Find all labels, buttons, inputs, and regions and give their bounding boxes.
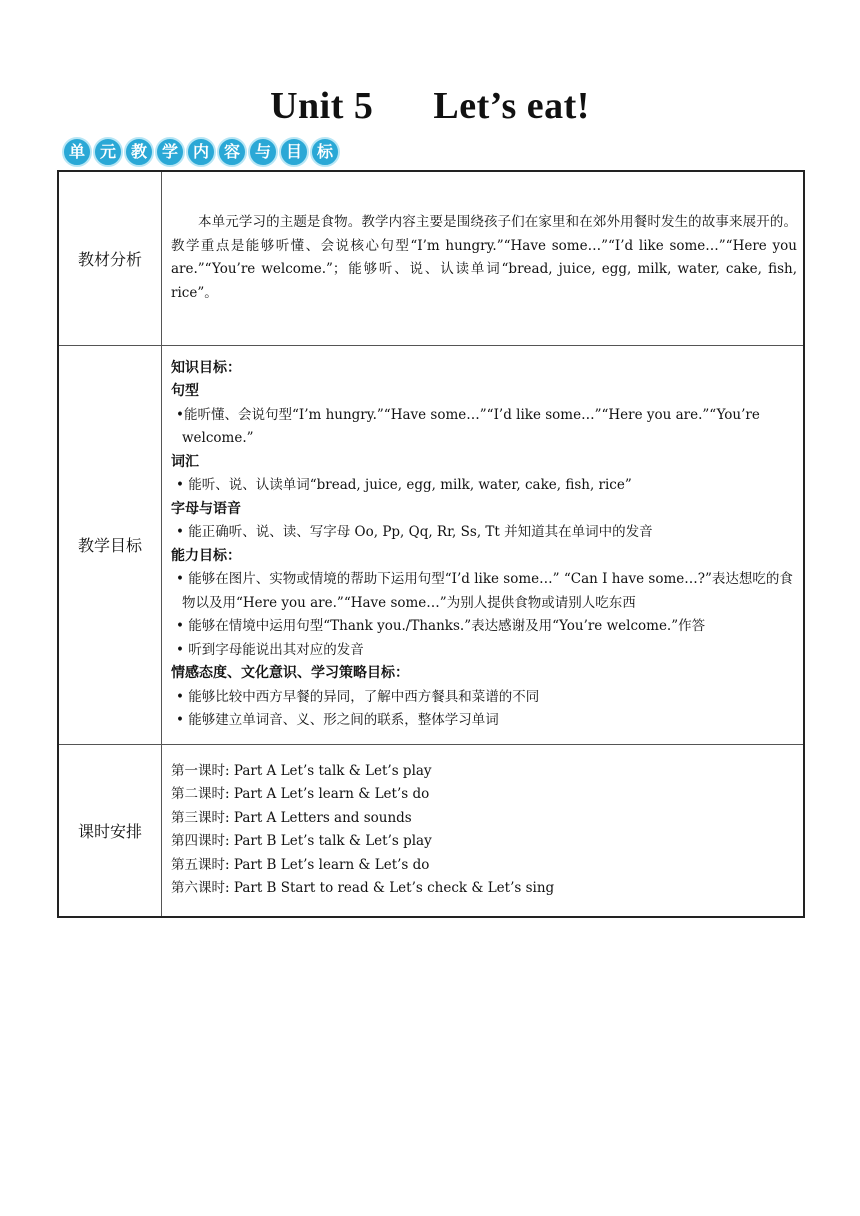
section-banner (62, 137, 340, 167)
banner-char: 学 (155, 137, 185, 167)
ability-item: • 能够在图片、实物或情境的帮助下运用句型“I’d like some…” “Can I have some…?”表达想吃的食物以及用“Here you are.”“Have some…”为别人提供食物或请别人吃东西 (176, 571, 793, 611)
objectives-row (58, 345, 804, 744)
analysis-label: 教材分析 (58, 171, 162, 345)
vocab-heading: 词汇 (171, 453, 199, 470)
banner-char: 目 (279, 137, 309, 167)
analysis-cell (162, 171, 805, 345)
knowledge-heading: 知识目标： (171, 359, 241, 376)
lesson-item: 第五课时: Part B Let’s learn & Let’s do (171, 856, 430, 873)
emotion-item: • 能够建立单词音、义、形之间的联系，整体学习单词 (176, 712, 499, 728)
lesson-item: 第三课时: Part A Letters and sounds (171, 809, 412, 826)
schedule-label: 课时安排 (58, 744, 162, 917)
lesson-item: 第四课时: Part B Let’s talk & Let’s play (171, 833, 432, 850)
emotion-item: • 能够比较中西方早餐的异同，了解中西方餐具和菜谱的不同 (176, 688, 540, 705)
analysis-text: 本单元学习的主题是食物。教学内容主要是围绕孩子们在家里和在郊外用餐时发生的故事来展开的。教学重点是能够听懂、会说核心句型“I’m hungry.”“Have some…”“I’d like some…”“Here you are.”“You’re welcome.”；能够听、说、认读单词“bread, juice, egg, milk, water, cake, fish, rice”。 (171, 214, 797, 301)
ability-heading: 能力目标： (171, 547, 241, 564)
banner-char: 标 (310, 137, 340, 167)
banner-char: 单 (62, 137, 92, 167)
lesson-item: 第六课时: Part B Start to read & Let’s check & Let’s sing (171, 880, 555, 897)
letters-item: • 能正确听、说、读、写字母 Oo, Pp, Qq, Rr, Ss, Tt 并知道其在单词中的发音 (176, 524, 653, 540)
banner-char: 内 (186, 137, 216, 167)
banner-char: 元 (93, 137, 123, 167)
banner-char: 教 (124, 137, 154, 167)
ability-item: • 听到字母能说出其对应的发音 (176, 641, 364, 658)
schedule-row (58, 744, 804, 917)
letters-heading: 字母与语音 (171, 500, 241, 517)
sentence-heading: 句型 (171, 383, 199, 399)
unit-plan-table (57, 170, 805, 918)
objectives-label: 教学目标 (58, 345, 162, 744)
schedule-cell (162, 744, 805, 917)
banner-char: 容 (217, 137, 247, 167)
emotion-heading: 情感态度、文化意识、学习策略目标： (171, 665, 409, 681)
banner-char: 与 (248, 137, 278, 167)
sentence-item: •能听懂、会说句型“I’m hungry.”“Have some…”“I’d like some…”“Here you are.”“You’re welcome.” (176, 406, 760, 446)
lesson-item: 第一课时: Part A Let’s talk & Let’s play (171, 762, 432, 779)
page-title: Unit 5 Let’s eat! (270, 85, 590, 127)
lesson-item: 第二课时: Part A Let’s learn & Let’s do (171, 786, 430, 803)
objectives-cell (162, 345, 805, 744)
analysis-row (58, 171, 804, 345)
vocab-item: • 能听、说、认读单词“bread, juice, egg, milk, water, cake, fish, rice” (176, 477, 632, 493)
ability-item: • 能够在情境中运用句型“Thank you./Thanks.”表达感谢及用“You’re welcome.”作答 (176, 618, 706, 634)
